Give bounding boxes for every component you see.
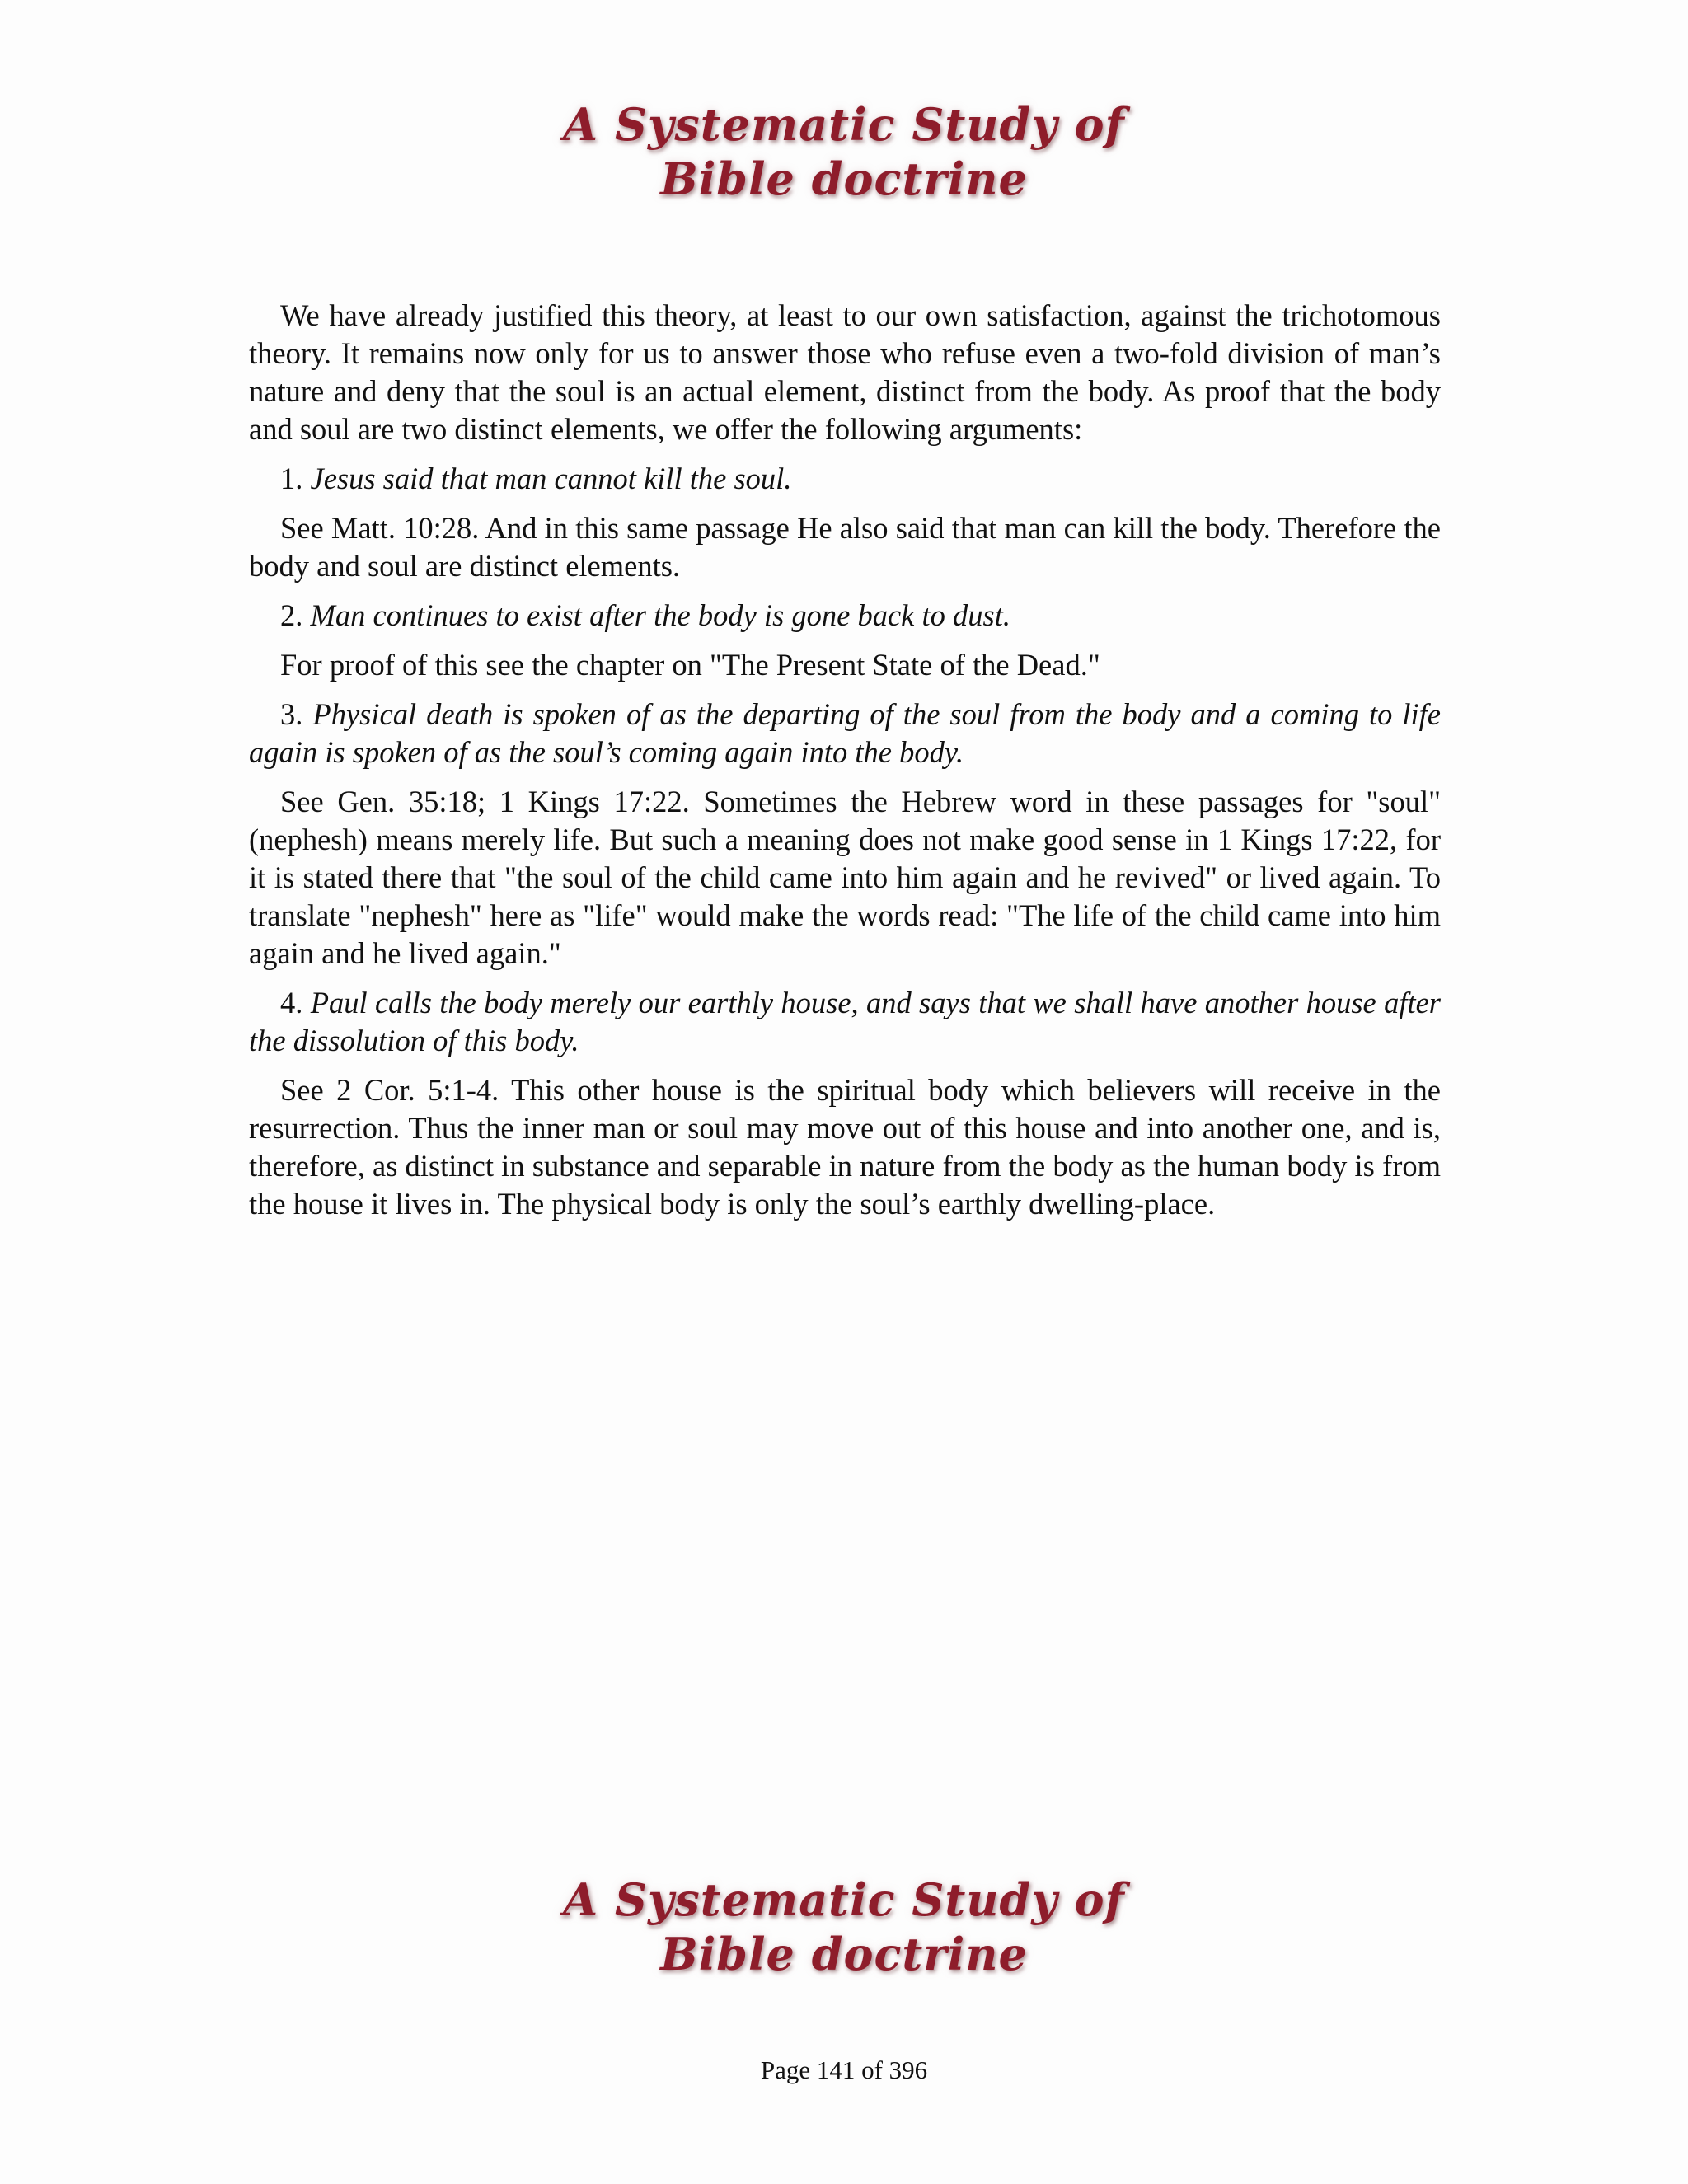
argument-1	[249, 460, 1441, 498]
argument-3-explanation: See Gen. 35:18; 1 Kings 17:22. Sometimes the Hebrew word in these passages for "soul" (nephesh) means merely life. But such a meaning does not make good sense in 1 Kings 17:22, for it is stated there that "the soul of the child came into him again and he revived" or lived again. To translate "nephesh" here as "life" would make the words read: "The life of the child came into him again and he lived again."	[249, 785, 1441, 970]
page-number: Page 141 of 396	[760, 2055, 928, 2084]
argument-4-explanation: See 2 Cor. 5:1-4. This other house is the spiritual body which believers will receive in the resurrection. Thus the inner man or soul may move out of this house and into another one, and is, therefore, as distinct in substance and separable in nature from the body as the human body is from the house it lives in. The physical body is only the soul’s earthly dwelling-place.	[249, 1073, 1441, 1221]
footer-title-line-2: Bible doctrine	[660, 1928, 1028, 1980]
argument-1-explanation: See Matt. 10:28. And in this same passage He also said that man can kill the body. Therefore the body and soul are distinct elements.	[249, 511, 1441, 583]
argument-3-number: 3.	[280, 697, 313, 731]
argument-3-text: Physical death is spoken of as the departing of the soul from the body and a coming to life again is spoken of as the soul’s coming again into the body.	[249, 697, 1442, 769]
argument-1-text: Jesus said that man cannot kill the soul.	[310, 462, 792, 495]
footer-title-banner	[0, 1872, 1688, 1981]
argument-4	[249, 984, 1441, 1060]
argument-2-number: 2.	[280, 598, 311, 632]
argument-4-number: 4.	[280, 986, 311, 1019]
argument-2	[249, 597, 1441, 635]
argument-1-number: 1.	[280, 462, 311, 495]
header-title-banner	[0, 97, 1688, 206]
argument-2-text: Man continues to exist after the body is gone back to dust.	[310, 598, 1010, 632]
footer-title-line-1: A Systematic Study of	[563, 1873, 1125, 1926]
argument-4-text: Paul calls the body merely our earthly house, and says that we shall have another house after the dissolution of this body.	[249, 986, 1442, 1057]
argument-3	[249, 696, 1441, 771]
intro-paragraph: We have already justified this theory, at least to our own satisfaction, against the trichotomous theory. It remains now only for us to answer those who refuse even a two-fold division of man’s nature and deny that the soul is an actual element, distinct from the body. As proof that the body and soul are two distinct elements, we offer the following arguments:	[249, 298, 1441, 446]
argument-2-explanation: For proof of this see the chapter on "The Present State of the Dead."	[280, 648, 1100, 682]
header-title-line-2: Bible doctrine	[660, 152, 1028, 205]
header-title-line-1: A Systematic Study of	[563, 98, 1125, 151]
page-body	[249, 297, 1441, 1235]
